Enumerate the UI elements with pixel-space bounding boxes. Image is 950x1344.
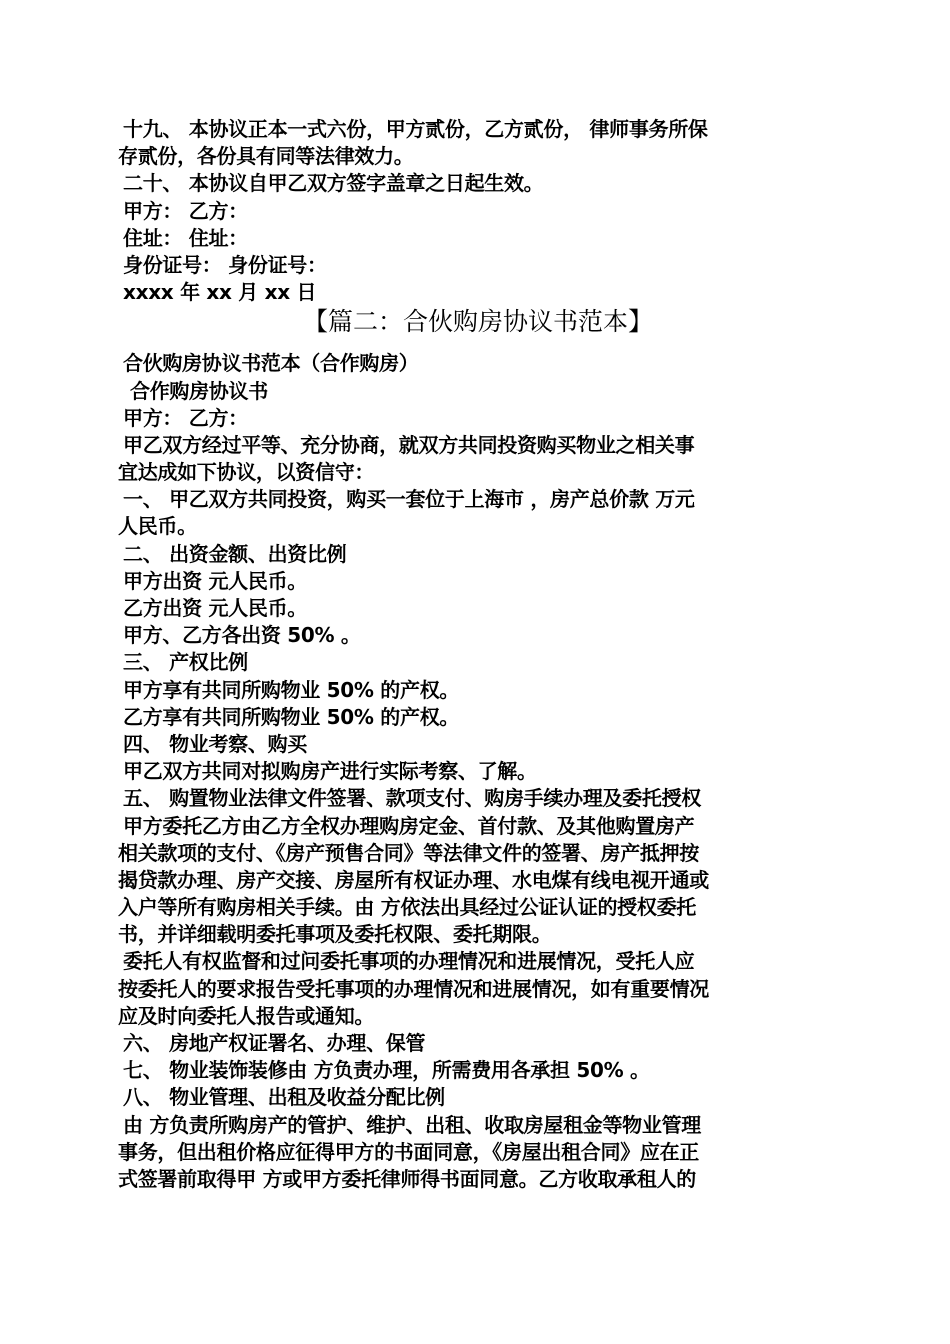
clause-3-party-b: 乙方享有共同所购物业 50% 的产权。 <box>123 704 460 729</box>
clause-8-body-line-3: 式签署前取得甲 方或甲方委托律师得书面同意。乙方收取承租人的 <box>118 1166 696 1191</box>
clause-3-title: 三、 产权比例 <box>123 650 248 675</box>
clause-8-title: 八、 物业管理、出租及收益分配比例 <box>123 1085 445 1110</box>
doc-subtitle: 合作购房协议书 <box>130 378 268 403</box>
parties-line: 甲方： 乙方： <box>123 405 248 430</box>
clause-2-party-b: 乙方出资 元人民币。 <box>123 596 307 620</box>
clause-2-party-a: 甲方出资 元人民币。 <box>123 568 307 593</box>
clause-5-body-line-1: 甲方委托乙方由乙方全权办理购房定金、首付款、及其他购置房产 <box>123 813 695 838</box>
clause-1-line-2: 人民币。 <box>118 514 197 539</box>
clause-4-title: 四、 物业考察、购买 <box>123 731 307 756</box>
clause-5-body-line-7: 按委托人的要求报告受托事项的办理情况和进展情况，如有重要情况 <box>118 976 709 1001</box>
signature-id-number: 身份证号： 身份证号： <box>123 252 327 277</box>
clause-1-line-1: 一、 甲乙双方共同投资，购买一套位于上海市 ，房产总价款 万元 <box>123 487 695 512</box>
preamble-line-2: 宜达成如下协议，以资信守： <box>118 460 375 485</box>
preamble-line-1: 甲乙双方经过平等、充分协商，就双方共同投资购买物业之相关事 <box>123 432 695 457</box>
clause-5-body-line-5: 书，并详细载明委托事项及委托权限、委托期限。 <box>118 922 552 947</box>
clause-2-title: 二、 出资金额、出资比例 <box>123 541 347 566</box>
clause-5-body-line-8: 应及时向委托人报告或通知。 <box>118 1003 375 1028</box>
section-one <box>118 116 838 306</box>
signature-date: xxxx 年 xx 月 xx 日 <box>123 280 317 305</box>
clause-19-line-2: 存贰份，各份具有同等法律效力。 <box>118 144 414 169</box>
clause-4-body: 甲乙双方共同对拟购房产进行实际考察、了解。 <box>123 759 537 784</box>
clause-7-title: 七、 物业装饰装修由 方负责办理，所需费用各承担 50% 。 <box>123 1058 650 1083</box>
clause-3-party-a: 甲方享有共同所购物业 50% 的产权。 <box>123 677 460 702</box>
clause-6-title: 六、 房地产权证署名、办理、保管 <box>123 1031 426 1055</box>
signature-parties: 甲方： 乙方： <box>123 198 248 223</box>
section-two <box>118 350 838 1193</box>
clause-5-title: 五、 购置物业法律文件签署、款项支付、购房手续办理及委托授权 <box>123 786 701 811</box>
clause-19-line-1: 十九、 本协议正本一式六份，甲方贰份，乙方贰份， 律师事务所保 <box>123 117 708 141</box>
clause-8-body-line-1: 由 方负责所购房产的管护、维护、出租、收取房屋租金等物业管理 <box>123 1112 701 1137</box>
clause-5-body-line-6: 委托人有权监督和过问委托事项的办理情况和进展情况，受托人应 <box>123 949 695 974</box>
signature-address: 住址： 住址： <box>123 225 248 250</box>
section-heading: 【篇二：合伙购房协议书范本】 <box>302 307 653 337</box>
clause-20: 二十、 本协议自甲乙双方签字盖章之日起生效。 <box>123 171 544 196</box>
clause-5-body-line-4: 入户等所有购房相关手续。由 方依法出具经过公证认证的授权委托 <box>118 895 696 920</box>
clause-8-body-line-2: 事务，但出租价格应征得甲方的书面同意，《房屋出租合同》应在正 <box>118 1139 699 1164</box>
clause-5-body-line-2: 相关款项的支付、《房产预售合同》等法律文件的签署、房产抵押按 <box>118 840 699 865</box>
clause-5-body-line-3: 揭贷款办理、房产交接、房屋所有权证办理、水电煤有线电视开通或 <box>118 867 709 892</box>
doc-title: 合伙购房协议书范本（合作购房） <box>123 351 419 376</box>
document-page <box>118 116 838 1193</box>
clause-2-share: 甲方、乙方各出资 50% 。 <box>123 623 361 648</box>
